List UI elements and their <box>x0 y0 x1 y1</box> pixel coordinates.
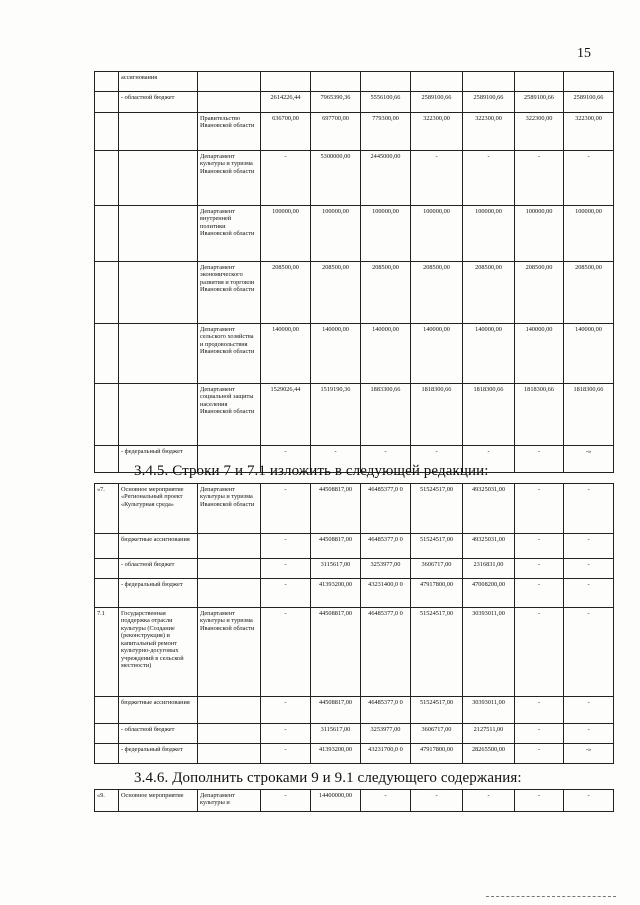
amount-cell: 3253977,00 <box>361 559 411 579</box>
amount-cell: - <box>515 744 564 764</box>
row-number-cell <box>95 206 119 262</box>
amount-cell: 2316831,00 <box>463 559 515 579</box>
amount-cell: 2127511,00 <box>463 724 515 744</box>
item-name-cell: бюджетные ассигнования <box>119 534 198 559</box>
amount-cell: - <box>311 446 361 473</box>
amount-cell: 28265500,00 <box>463 744 515 764</box>
amount-cell: - <box>261 790 311 812</box>
amount-cell: - <box>515 697 564 724</box>
table2-body <box>95 484 614 764</box>
amount-cell: 322300,00 <box>411 113 463 151</box>
scan-edge-mark <box>486 896 616 899</box>
table3-body <box>95 790 614 812</box>
amount-cell <box>311 72 361 92</box>
amount-cell: - <box>261 559 311 579</box>
amount-cell: - <box>261 724 311 744</box>
table-row <box>95 744 614 764</box>
table-row <box>95 113 614 151</box>
amount-cell: - <box>261 446 311 473</box>
amount-cell: - <box>515 446 564 473</box>
amount-cell: 1818300,66 <box>564 384 614 446</box>
amount-cell: 7965390,36 <box>311 92 361 113</box>
amount-cell: - <box>515 484 564 534</box>
amount-cell: - <box>515 608 564 697</box>
amount-cell: 2445000,00 <box>361 151 411 206</box>
executor-cell <box>198 559 261 579</box>
executor-cell: Департамент культуры и <box>198 790 261 812</box>
table-row <box>95 790 614 812</box>
amount-cell: - <box>515 151 564 206</box>
amount-cell: - <box>463 151 515 206</box>
amount-cell: 100000,00 <box>515 206 564 262</box>
amount-cell: 636700,00 <box>261 113 311 151</box>
item-name-cell: - областной бюджет <box>119 724 198 744</box>
amount-cell: 140000,00 <box>311 324 361 384</box>
table-row <box>95 534 614 559</box>
amount-cell: - <box>411 790 463 812</box>
item-name-cell <box>119 113 198 151</box>
table-row <box>95 579 614 608</box>
table-row <box>95 559 614 579</box>
amount-cell: - <box>463 446 515 473</box>
row-number-cell <box>95 724 119 744</box>
amount-cell: 3606717,00 <box>411 559 463 579</box>
amount-cell: 1529026,44 <box>261 384 311 446</box>
amount-cell: 46485377,0 0 <box>361 697 411 724</box>
amount-cell: 51524517,00 <box>411 484 463 534</box>
amount-cell: - <box>361 790 411 812</box>
executor-cell <box>198 579 261 608</box>
executor-cell: Департамент внутренней политики Ивановской области <box>198 206 261 262</box>
amount-cell: 44508817,00 <box>311 697 361 724</box>
executor-cell: Департамент культуры и туризма Ивановской области <box>198 484 261 534</box>
executor-cell: Департамент сельского хозяйства и продовольствия Ивановской области <box>198 324 261 384</box>
amount-cell: 322300,00 <box>515 113 564 151</box>
row-number-cell <box>95 113 119 151</box>
item-name-cell: - областной бюджет <box>119 92 198 113</box>
amount-cell <box>515 72 564 92</box>
amount-cell <box>261 72 311 92</box>
amount-cell: 44508817,00 <box>311 608 361 697</box>
amount-cell: 140000,00 <box>515 324 564 384</box>
budget-table-rows-7 <box>94 483 614 764</box>
row-number-cell <box>95 534 119 559</box>
amount-cell: - <box>261 744 311 764</box>
amount-cell: - <box>261 697 311 724</box>
amount-cell <box>411 72 463 92</box>
table-row <box>95 484 614 534</box>
amount-cell: 100000,00 <box>261 206 311 262</box>
executor-cell <box>198 72 261 92</box>
amount-cell: 41393200,00 <box>311 579 361 608</box>
amount-cell: 1883300,66 <box>361 384 411 446</box>
amount-cell: 697700,00 <box>311 113 361 151</box>
table-row <box>95 92 614 113</box>
amount-cell: - <box>564 697 614 724</box>
executor-cell: Правительство Ивановской области <box>198 113 261 151</box>
budget-table-rows-9 <box>94 789 614 812</box>
table-row <box>95 724 614 744</box>
executor-cell <box>198 534 261 559</box>
amount-cell: 779300,00 <box>361 113 411 151</box>
item-name-cell <box>119 151 198 206</box>
amount-cell: 41393200,00 <box>311 744 361 764</box>
amount-cell: - <box>261 608 311 697</box>
amount-cell: 208500,00 <box>411 262 463 324</box>
amount-cell: 51524517,00 <box>411 608 463 697</box>
amount-cell: 2614226,44 <box>261 92 311 113</box>
amount-cell: - <box>261 534 311 559</box>
amount-cell: - <box>411 151 463 206</box>
row-number-cell: 7.1 <box>95 608 119 697</box>
row-number-cell: «7. <box>95 484 119 534</box>
item-name-cell: - федеральный бюджет <box>119 579 198 608</box>
row-number-cell <box>95 324 119 384</box>
amount-cell: 46485377,0 0 <box>361 534 411 559</box>
amount-cell: - <box>361 446 411 473</box>
amount-cell <box>361 72 411 92</box>
executor-cell: Департамент экономического развития и торговли Ивановской области <box>198 262 261 324</box>
amount-cell: 208500,00 <box>261 262 311 324</box>
amount-cell: 14400000,00 <box>311 790 361 812</box>
table1-body <box>95 72 614 473</box>
amount-cell: 322300,00 <box>463 113 515 151</box>
amount-cell: - <box>515 579 564 608</box>
amount-cell: 2589100,66 <box>411 92 463 113</box>
amount-cell: 322300,00 <box>564 113 614 151</box>
row-number-cell <box>95 92 119 113</box>
amount-cell: - <box>261 484 311 534</box>
amount-cell: 51524517,00 <box>411 534 463 559</box>
row-number-cell: «9. <box>95 790 119 812</box>
item-name-cell: - федеральный бюджет <box>119 446 198 473</box>
table-row <box>95 151 614 206</box>
amount-cell: 100000,00 <box>463 206 515 262</box>
amount-cell: 2589100,66 <box>564 92 614 113</box>
amount-cell: 140000,00 <box>261 324 311 384</box>
amount-cell: 1818300,66 <box>515 384 564 446</box>
row-number-cell <box>95 262 119 324</box>
section-heading-3-4-5: 3.4.5. Строки 7 и 7.1 изложить в следующей редакции: <box>134 463 489 479</box>
amount-cell: 140000,00 <box>463 324 515 384</box>
table-row <box>95 324 614 384</box>
amount-cell: 208500,00 <box>463 262 515 324</box>
amount-cell: 2589100,66 <box>463 92 515 113</box>
amount-cell: - <box>564 534 614 559</box>
amount-cell: 2589100,66 <box>515 92 564 113</box>
amount-cell: 5300000,00 <box>311 151 361 206</box>
amount-cell: 140000,00 <box>361 324 411 384</box>
amount-cell: - <box>261 151 311 206</box>
budget-table-continued <box>94 71 614 473</box>
executor-cell <box>198 744 261 764</box>
amount-cell: 1519190,36 <box>311 384 361 446</box>
item-name-cell <box>119 262 198 324</box>
amount-cell: 140000,00 <box>411 324 463 384</box>
amount-cell: - <box>564 484 614 534</box>
amount-cell: 3115617,00 <box>311 724 361 744</box>
amount-cell: -» <box>564 446 614 473</box>
amount-cell: - <box>564 151 614 206</box>
amount-cell <box>564 72 614 92</box>
amount-cell: 100000,00 <box>311 206 361 262</box>
table-row <box>95 262 614 324</box>
amount-cell: - <box>515 534 564 559</box>
row-number-cell <box>95 697 119 724</box>
row-number-cell <box>95 744 119 764</box>
amount-cell: 30393011,00 <box>463 608 515 697</box>
amount-cell: 208500,00 <box>361 262 411 324</box>
amount-cell: 44508817,00 <box>311 484 361 534</box>
amount-cell: 100000,00 <box>411 206 463 262</box>
amount-cell: - <box>261 579 311 608</box>
amount-cell: 49325031,00 <box>463 484 515 534</box>
row-number-cell <box>95 446 119 473</box>
amount-cell: 43231400,0 0 <box>361 579 411 608</box>
executor-cell <box>198 697 261 724</box>
amount-cell <box>463 72 515 92</box>
amount-cell: - <box>564 724 614 744</box>
amount-cell: 208500,00 <box>564 262 614 324</box>
amount-cell: 44508817,00 <box>311 534 361 559</box>
item-name-cell: Основное мероприятие <box>119 790 198 812</box>
amount-cell: - <box>564 608 614 697</box>
amount-cell: 47917800,00 <box>411 579 463 608</box>
amount-cell: - <box>564 559 614 579</box>
amount-cell: -» <box>564 744 614 764</box>
table-row <box>95 72 614 92</box>
amount-cell: 1818300,66 <box>463 384 515 446</box>
executor-cell: Департамент культуры и туризма Ивановской области <box>198 608 261 697</box>
amount-cell: - <box>515 790 564 812</box>
amount-cell: 3115617,00 <box>311 559 361 579</box>
amount-cell: 43231700,0 0 <box>361 744 411 764</box>
row-number-cell <box>95 72 119 92</box>
amount-cell: 47008200,00 <box>463 579 515 608</box>
amount-cell: 1818300,66 <box>411 384 463 446</box>
amount-cell: 100000,00 <box>564 206 614 262</box>
amount-cell: - <box>515 559 564 579</box>
row-number-cell <box>95 151 119 206</box>
amount-cell: 46485377,0 0 <box>361 608 411 697</box>
item-name-cell <box>119 206 198 262</box>
amount-cell: 208500,00 <box>311 262 361 324</box>
executor-cell: Департамент социальной защиты населения Ивановской области <box>198 384 261 446</box>
amount-cell: 5556100,66 <box>361 92 411 113</box>
item-name-cell: бюджетные ассигнования <box>119 697 198 724</box>
executor-cell <box>198 92 261 113</box>
item-name-cell <box>119 324 198 384</box>
amount-cell: 47917800,00 <box>411 744 463 764</box>
page-number: 15 <box>577 46 591 61</box>
amount-cell: 51524517,00 <box>411 697 463 724</box>
item-name-cell: ассигнования <box>119 72 198 92</box>
item-name-cell: Государственная поддержка отрасли культуры (Создание (реконструкция) и капитальный ремонт культурно-досуговых учреждений в сельской местности) <box>119 608 198 697</box>
section-heading-3-4-6: 3.4.6. Дополнить строками 9 и 9.1 следующего содержания: <box>134 770 522 786</box>
amount-cell: 30393011,00 <box>463 697 515 724</box>
table-row <box>95 697 614 724</box>
amount-cell: - <box>411 446 463 473</box>
amount-cell: - <box>463 790 515 812</box>
item-name-cell: Основное мероприятие «Региональный проект «Культурная среда» <box>119 484 198 534</box>
table-row <box>95 608 614 697</box>
table-row <box>95 206 614 262</box>
item-name-cell <box>119 384 198 446</box>
executor-cell: Департамент культуры и туризма Ивановской области <box>198 151 261 206</box>
amount-cell: 208500,00 <box>515 262 564 324</box>
amount-cell: - <box>564 790 614 812</box>
amount-cell: 100000,00 <box>361 206 411 262</box>
amount-cell: 140000,00 <box>564 324 614 384</box>
executor-cell <box>198 724 261 744</box>
amount-cell: 49325031,00 <box>463 534 515 559</box>
row-number-cell <box>95 384 119 446</box>
row-number-cell <box>95 559 119 579</box>
row-number-cell <box>95 579 119 608</box>
table-row <box>95 384 614 446</box>
amount-cell: 3253977,00 <box>361 724 411 744</box>
item-name-cell: - федеральный бюджет <box>119 744 198 764</box>
amount-cell: - <box>515 724 564 744</box>
amount-cell: 3606717,00 <box>411 724 463 744</box>
amount-cell: 46485377,0 0 <box>361 484 411 534</box>
amount-cell: - <box>564 579 614 608</box>
item-name-cell: - областной бюджет <box>119 559 198 579</box>
